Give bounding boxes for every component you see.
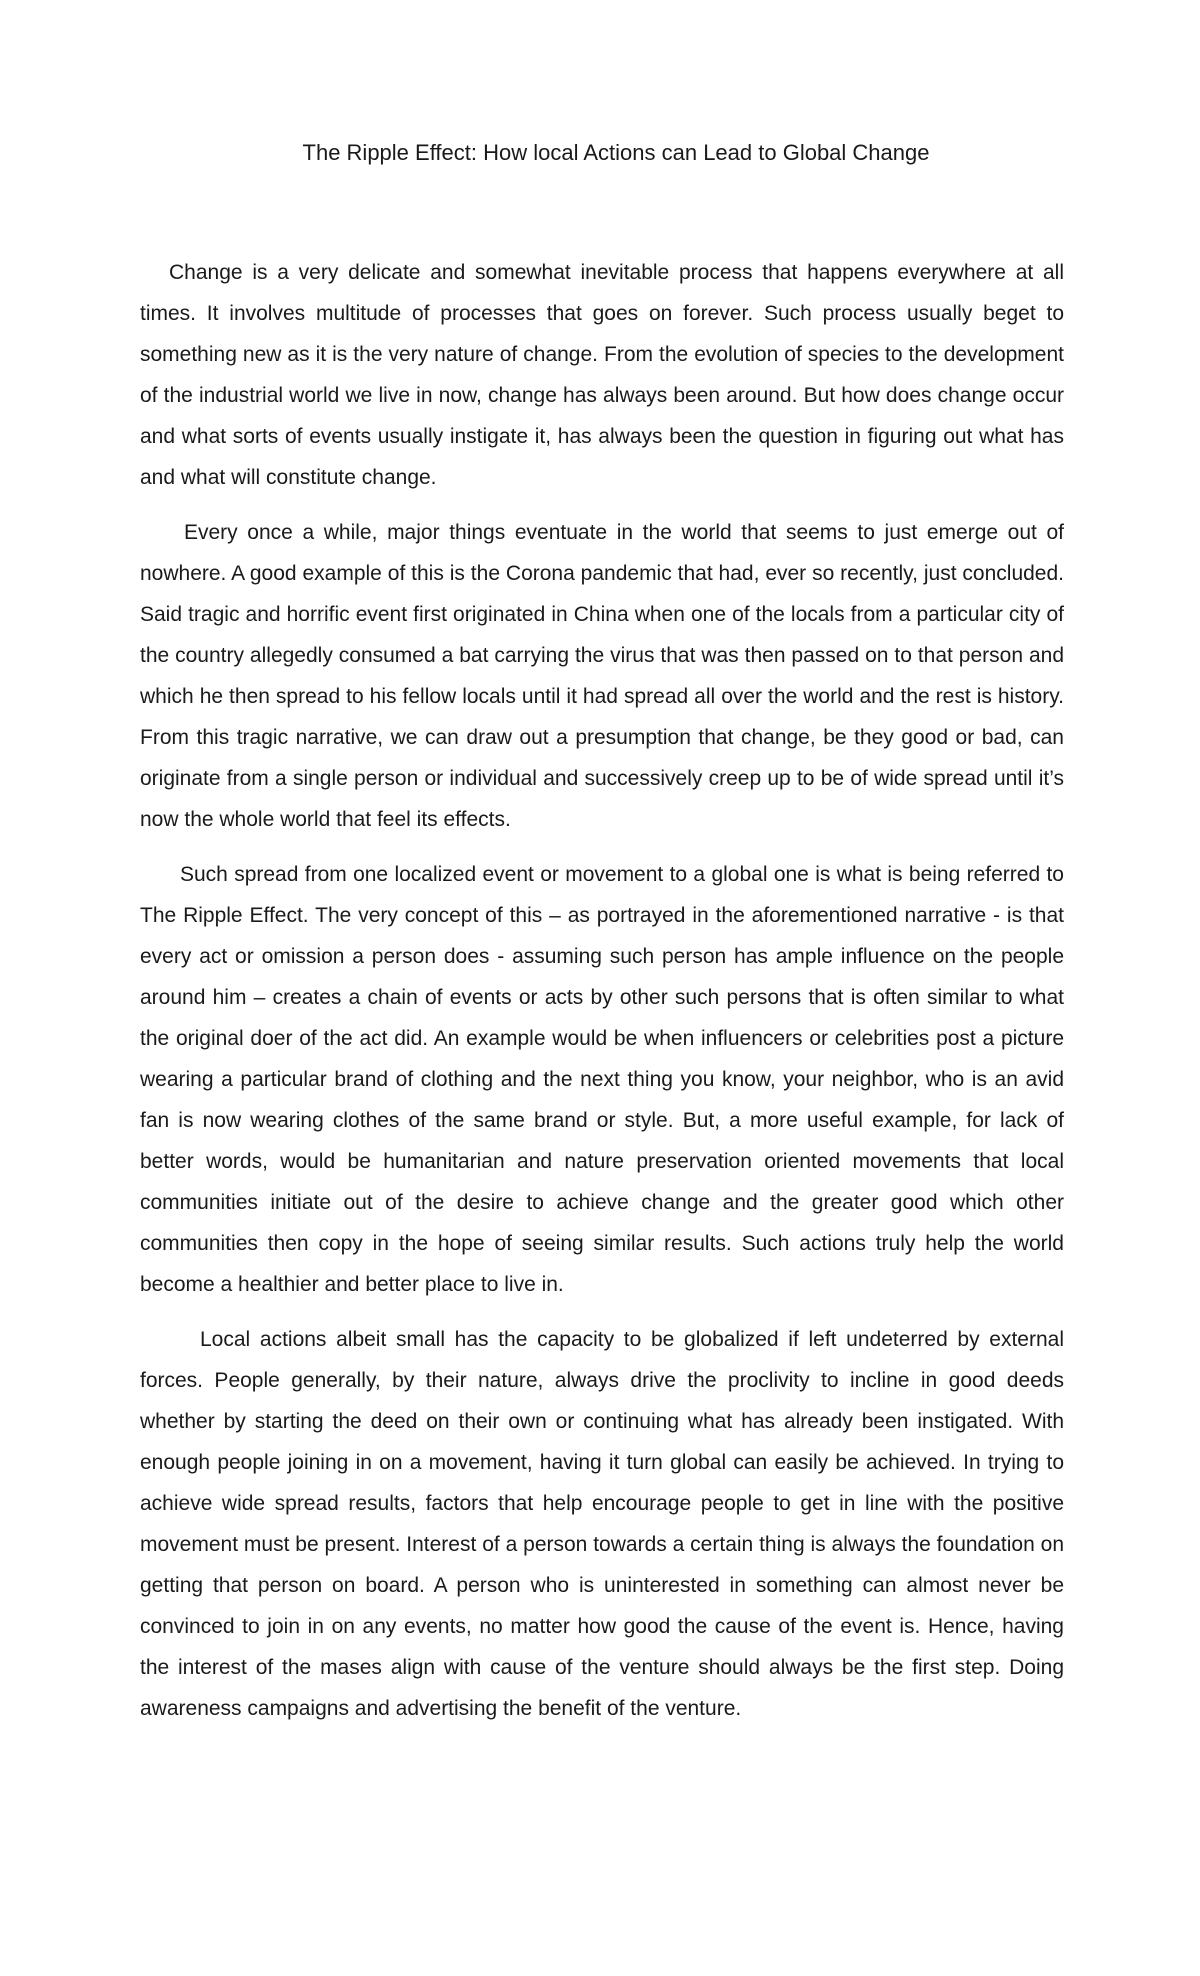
paragraph-3: Such spread from one localized event or movement to a global one is what is being referred to The Ripple Effect. The very concept of this – as portrayed in the aforementioned narrative - is that every act or omission a person does - assuming such person has ample influence on the people around him – creates a chain of events or acts by other such persons that is often similar to what the original doer of the act did. An example would be when influencers or celebrities post a picture wearing a particular brand of clothing and the next thing you know, your neighbor, who is an avid fan is now wearing clothes of the same brand or style. But, a more useful example, for lack of better words, would be humanitarian and nature preservation oriented movements that local communities initiate out of the desire to achieve change and the greater good which other communities then copy in the hope of seeing similar results. Such actions truly help the world become a healthier and better place to live in. — [140, 863, 1064, 1296]
paragraph-2: Every once a while, major things eventuate in the world that seems to just emerge out of nowhere. A good example of this is the Corona pandemic that had, ever so recently, just concluded. Said tragic and horrific event first originated in China when one of the locals from a particular city of the country allegedly consumed a bat carrying the virus that was then passed on to that person and which he then spread to his fellow locals until it had spread all over the world and the rest is history. From this tragic narrative, we can draw out a presumption that change, be they good or bad, can originate from a single person or individual and successively creep up to be of wide spread until it’s now the whole world that feel its effects. — [140, 521, 1064, 831]
document-body — [140, 252, 1064, 1743]
paragraph-4: Local actions albeit small has the capacity to be globalized if left undeterred by external forces. People generally, by their nature, always drive the proclivity to incline in good deeds whether by starting the deed on their own or continuing what has already been instigated. With enough people joining in on a movement, having it turn global can easily be achieved. In trying to achieve wide spread results, factors that help encourage people to get in line with the positive movement must be present. Interest of a person towards a certain thing is always the foundation on getting that person on board. A person who is uninterested in something can almost never be convinced to join in on any events, no matter how good the cause of the event is. Hence, having the interest of the mases align with cause of the venture should always be the first step. Doing awareness campaigns and advertising the benefit of the venture. — [140, 1328, 1064, 1720]
document-title: The Ripple Effect: How local Actions can Lead to Global Change — [302, 140, 930, 165]
paragraph-1: Change is a very delicate and somewhat inevitable process that happens everywhere at all times. It involves multitude of processes that goes on forever. Such process usually beget to something new as it is the very nature of change. From the evolution of species to the development of the industrial world we live in now, change has always been around. But how does change occur and what sorts of events usually instigate it, has always been the question in figuring out what has and what will constitute change. — [140, 261, 1064, 489]
